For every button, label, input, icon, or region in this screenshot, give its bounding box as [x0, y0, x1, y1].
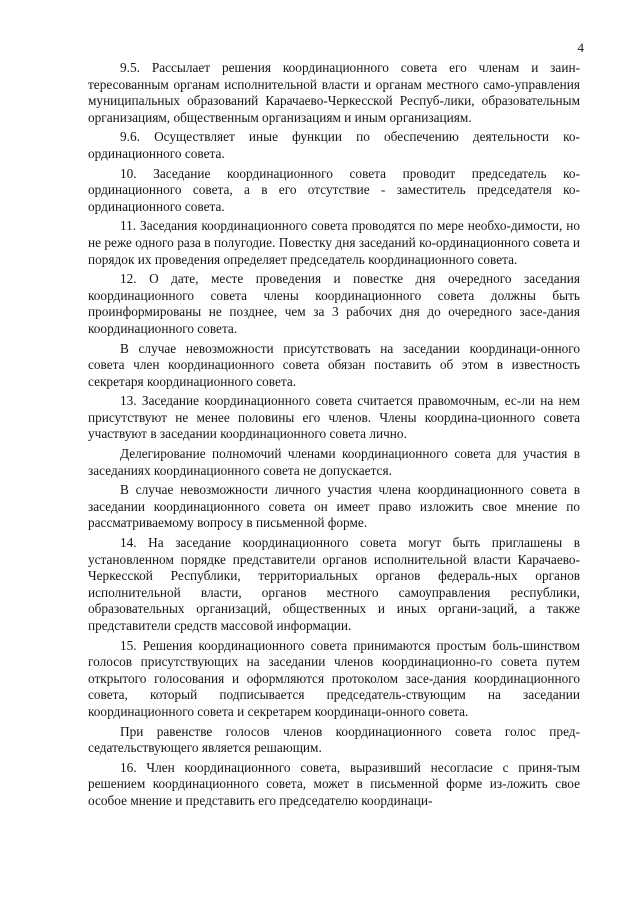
paragraph-13-written-opinion: В случае невозможности личного участия члена координационного совета в заседании координационного совета он имеет право изложить свое мнение по рассматриваемому вопросу в письменной форме. — [88, 482, 580, 531]
paragraph-12: 12. О дате, месте проведения и повестке дня очередного заседания координационного совета члены координационного совета должны быть проинформированы не позднее, чем за 3 рабочих дня до очередного засе-дания координационного совета. — [88, 271, 580, 336]
paragraph-15: 15. Решения координационного совета принимаются простым боль-шинством голосов присутствующих на заседании членов координационно-го совета путем открытого голосования и оформляются протоколом засе-дания координационного совета, который подписывается председатель-ствующим на заседании координационного совета и секретарем координаци-онного совета. — [88, 637, 580, 719]
paragraph-11: 11. Заседания координационного совета проводятся по мере необхо-димости, но не реже одного раза в полугодие. Повестку дня заседаний ко-ординационного совета и порядок их проведения определяет председатель координационного совета. — [88, 218, 580, 267]
paragraph-10: 10. Заседание координационного совета проводит председатель ко-ординационного совета, а в его отсутствие - заместитель председателя ко-ординационного совета. — [88, 165, 580, 214]
page-number: 4 — [577, 40, 584, 55]
document-body — [88, 60, 580, 813]
paragraph-12-absence: В случае невозможности присутствовать на заседании координаци-онного совета член координационного совета обязан поставить об этом в известность секретаря координационного совета. — [88, 340, 580, 389]
paragraph-14: 14. На заседание координационного совета могут быть приглашены в установленном порядке представители органов исполнительной власти Карачаево-Черкесской Республики, территориальных органов федераль-ных органов исполнительной власти, органов местного самоуправления республики, образовательных организаций, общественных и иных органи-заций, а также представители средств массовой информации. — [88, 535, 580, 633]
paragraph-9-5: 9.5. Рассылает решения координационного совета его членам и заин-тересованным органам исполнительной власти и органам местного само-управления муниципальных образований Карачаево-Черкесской Респуб-лики, образовательным организациям, общественным организациям и иным организациям. — [88, 60, 580, 125]
paragraph-15-tie-vote: При равенстве голосов членов координационного совета голос пред-седательствующего является решающим. — [88, 723, 580, 756]
paragraph-16: 16. Член координационного совета, выразивший несогласие с приня-тым решением координационного совета, может в письменной форме из-ложить свое особое мнение и представить его председателю координаци- — [88, 759, 580, 808]
paragraph-13: 13. Заседание координационного совета считается правомочным, ес-ли на нем присутствуют не менее половины его членов. Члены координа-ционного совета участвуют в заседании координационного совета лично. — [88, 393, 580, 442]
paragraph-13-delegation: Делегирование полномочий членами координационного совета для участия в заседаниях координационного совета не допускается. — [88, 446, 580, 478]
paragraph-9-6: 9.6. Осуществляет иные функции по обеспечению деятельности ко-ординационного совета. — [88, 129, 580, 161]
